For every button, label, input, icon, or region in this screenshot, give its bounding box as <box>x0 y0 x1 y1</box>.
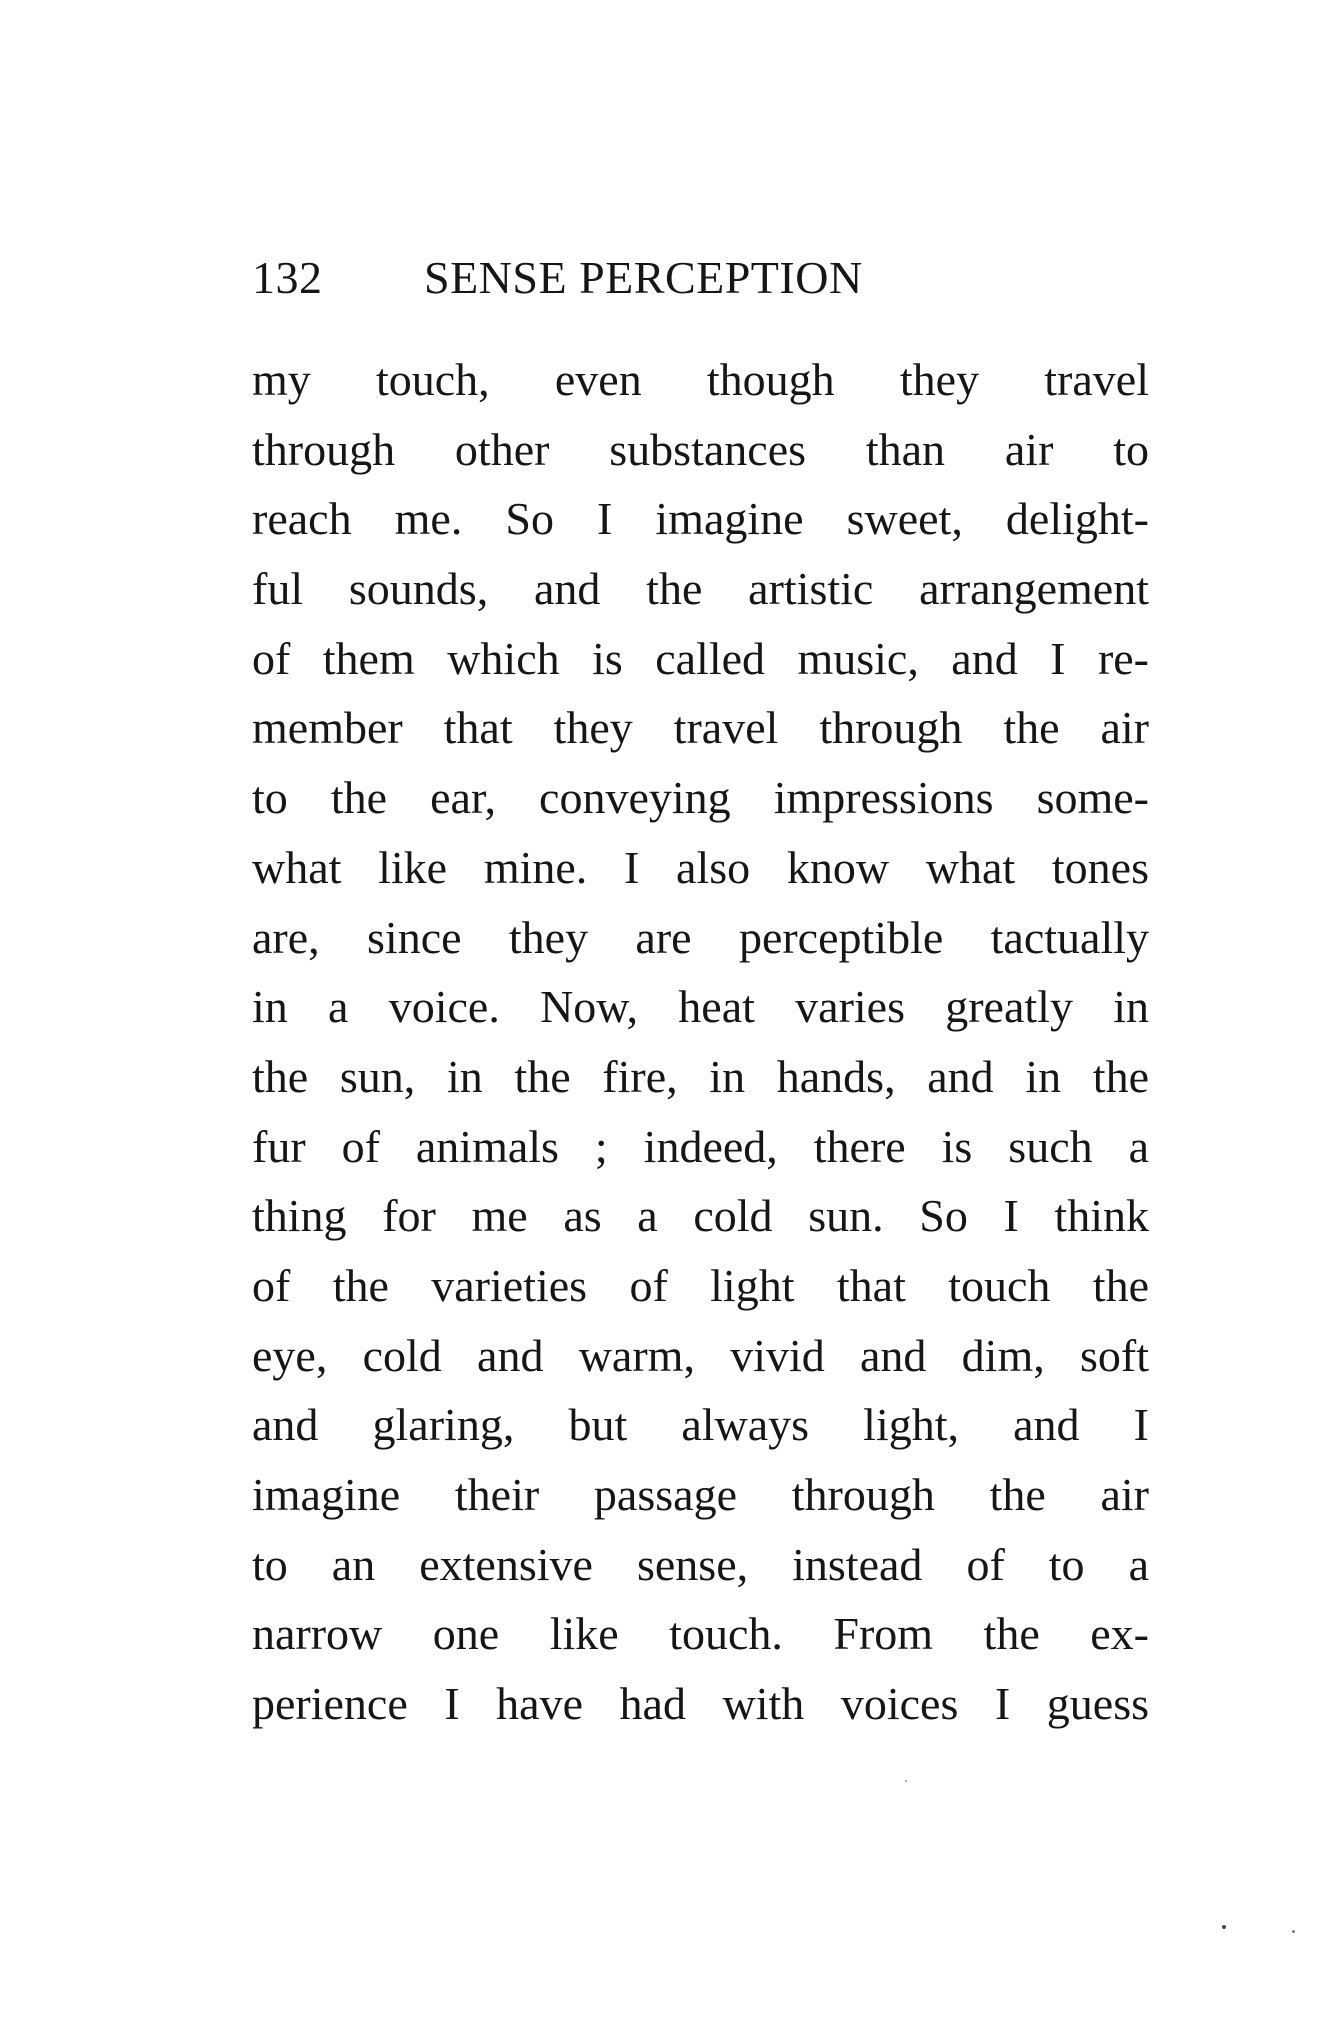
text-line: the sun, in the fire, in hands, and in the <box>252 1050 1149 1102</box>
text-line: imagine their passage through the air <box>252 1469 1149 1520</box>
text-line: fur of animals ; indeed, there is such a <box>252 1120 1149 1172</box>
text-line: what like mine. I also know what tones <box>252 841 1149 893</box>
text-line: through other substances than air to <box>252 423 1149 475</box>
text-line: narrow one like touch. From the ex- <box>252 1608 1149 1660</box>
text-line: perience I have had with voices I guess <box>252 1678 1149 1730</box>
text-line: reach me. So I imagine sweet, delight- <box>252 493 1149 545</box>
text-line: to an extensive sense, instead of to a <box>252 1538 1149 1590</box>
text-line: thing for me as a cold sun. So I think <box>252 1190 1149 1242</box>
scan-speck <box>1222 1925 1226 1929</box>
text-line: my touch, even though they travel <box>252 354 1149 405</box>
text-line: member that they travel through the air <box>252 702 1149 754</box>
body-text <box>252 345 1149 1739</box>
text-line: to the ear, conveying impressions some- <box>252 772 1149 824</box>
text-line: eye, cold and warm, vivid and dim, soft <box>252 1329 1149 1381</box>
text-line: and glaring, but always light, and I <box>252 1399 1149 1451</box>
text-line: are, since they are perceptible tactually <box>252 911 1149 963</box>
text-line: in a voice. Now, heat varies greatly in <box>252 981 1149 1033</box>
text-line: ful sounds, and the artistic arrangement <box>252 563 1149 615</box>
running-title: SENSE PERCEPTION <box>424 252 863 303</box>
text-line: of the varieties of light that touch the <box>252 1259 1149 1311</box>
page-number: 132 <box>252 252 323 303</box>
scan-speck <box>1292 1930 1295 1933</box>
text-line: of them which is called music, and I re- <box>252 632 1149 684</box>
scan-speck <box>905 1780 907 1782</box>
running-head <box>252 248 1152 308</box>
